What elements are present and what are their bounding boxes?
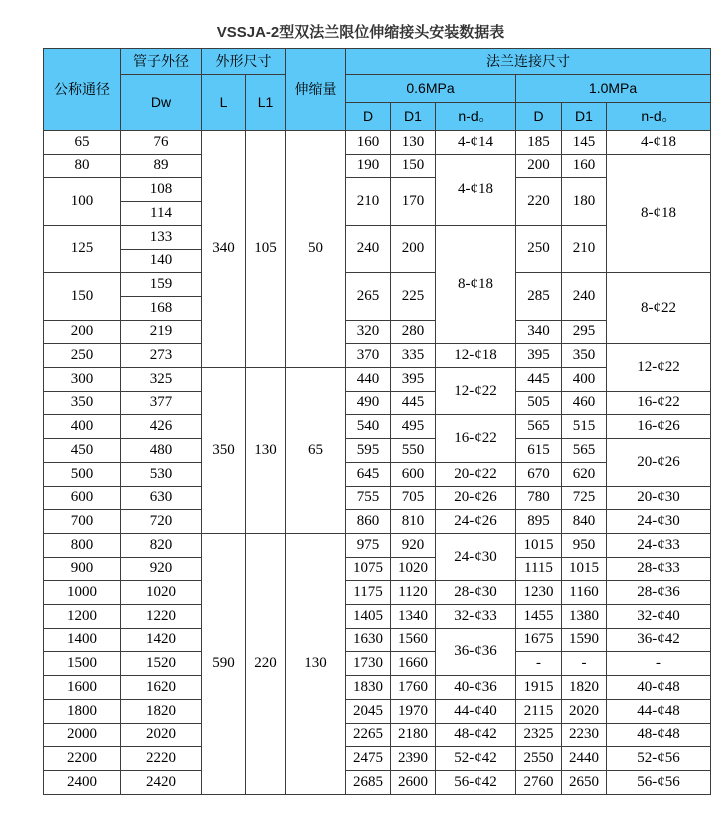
table-cell: 2685 (346, 770, 391, 794)
table-cell: 200 (44, 320, 121, 344)
table-cell: 250 (516, 225, 562, 272)
table-cell: - (607, 652, 711, 676)
table-cell: 720 (121, 510, 202, 534)
table-cell: 1380 (562, 605, 607, 629)
table-cell: 800 (44, 533, 121, 557)
table-cell: 450 (44, 439, 121, 463)
table-cell: 600 (391, 462, 436, 486)
table-cell: 52-¢42 (436, 747, 516, 771)
table-cell: 160 (346, 131, 391, 155)
table-cell: 48-¢42 (436, 723, 516, 747)
table-cell: 80 (44, 154, 121, 178)
table-cell: 920 (391, 533, 436, 557)
table-cell: 52-¢56 (607, 747, 711, 771)
table-cell: 133 (121, 225, 202, 249)
page-title: VSSJA-2型双法兰限位伸缩接头安装数据表 (216, 24, 505, 41)
table-cell: 16-¢22 (436, 415, 516, 462)
table-cell: 1020 (391, 557, 436, 581)
table-cell: 240 (562, 273, 607, 320)
table-cell: 550 (391, 439, 436, 463)
header-row-1 (44, 49, 711, 75)
table-cell: 24-¢33 (607, 533, 711, 557)
table-row (44, 510, 711, 534)
table-cell: 28-¢30 (436, 581, 516, 605)
table-cell: 65 (286, 368, 346, 534)
table-cell: 335 (391, 344, 436, 368)
table-cell: 495 (391, 415, 436, 439)
table-cell: 20-¢22 (436, 462, 516, 486)
table-row (44, 557, 711, 581)
table-cell: 1340 (391, 605, 436, 629)
table-cell: 445 (516, 368, 562, 392)
table-cell: 565 (516, 415, 562, 439)
table-cell: 44-¢48 (607, 699, 711, 723)
table-cell: 565 (562, 439, 607, 463)
table-cell: 130 (246, 368, 286, 534)
table-cell: 76 (121, 131, 202, 155)
table-cell: 185 (516, 131, 562, 155)
table-row (44, 439, 711, 463)
table-cell: 2440 (562, 747, 607, 771)
table-cell: 1075 (346, 557, 391, 581)
spec-table (43, 48, 711, 795)
table-cell: 1500 (44, 652, 121, 676)
table-cell: 1620 (121, 676, 202, 700)
table-cell: 2760 (516, 770, 562, 794)
table-cell: 1820 (121, 699, 202, 723)
table-cell: 20-¢26 (607, 439, 711, 486)
table-cell: 1830 (346, 676, 391, 700)
table-cell: 2180 (391, 723, 436, 747)
table-cell: 16-¢26 (607, 415, 711, 439)
table-cell: 50 (286, 131, 346, 368)
table-cell: 2020 (562, 699, 607, 723)
table-row (44, 723, 711, 747)
table-cell: 12-¢18 (436, 344, 516, 368)
table-cell: 200 (516, 154, 562, 178)
table-row (44, 699, 711, 723)
table-row (44, 628, 711, 652)
table-cell: 460 (562, 391, 607, 415)
table-cell: 140 (121, 249, 202, 273)
table-cell: 265 (346, 273, 391, 320)
table-cell: 20-¢30 (607, 486, 711, 510)
table-cell: 426 (121, 415, 202, 439)
table-cell: 28-¢33 (607, 557, 711, 581)
table-cell: 170 (391, 178, 436, 225)
table-row (44, 154, 711, 178)
table-cell: 32-¢33 (436, 605, 516, 629)
table-cell: - (516, 652, 562, 676)
table-cell: 1675 (516, 628, 562, 652)
table-row (44, 486, 711, 510)
header-nominal-diameter: 公称通径 (44, 49, 121, 131)
table-cell: 2475 (346, 747, 391, 771)
table-row (44, 605, 711, 629)
table-cell: 2600 (391, 770, 436, 794)
table-cell: 2115 (516, 699, 562, 723)
table-cell: 2400 (44, 770, 121, 794)
table-cell: 1630 (346, 628, 391, 652)
table-cell: 1420 (121, 628, 202, 652)
table-cell: 44-¢40 (436, 699, 516, 723)
table-row (44, 770, 711, 794)
table-cell: 20-¢26 (436, 486, 516, 510)
table-cell: 1120 (391, 581, 436, 605)
table-cell: 1455 (516, 605, 562, 629)
table-cell: 2020 (121, 723, 202, 747)
table-cell: 1560 (391, 628, 436, 652)
table-cell: 840 (562, 510, 607, 534)
header-10-d: D (516, 103, 562, 131)
header-10-nd: n-d。 (607, 103, 711, 131)
table-cell: 540 (346, 415, 391, 439)
table-cell: 1200 (44, 605, 121, 629)
table-cell: 670 (516, 462, 562, 486)
table-cell: 350 (562, 344, 607, 368)
table-cell: 530 (121, 462, 202, 486)
table-cell: - (562, 652, 607, 676)
table-cell: 285 (516, 273, 562, 320)
table-cell: 350 (44, 391, 121, 415)
table-cell: 1220 (121, 605, 202, 629)
table-cell: 340 (202, 131, 246, 368)
table-cell: 445 (391, 391, 436, 415)
table-cell: 220 (246, 533, 286, 794)
table-cell: 160 (562, 154, 607, 178)
table-cell: 24-¢30 (436, 533, 516, 580)
table-cell: 125 (44, 225, 121, 272)
header-pipe-outer-diameter: 管子外径 (121, 49, 202, 75)
table-cell: 350 (202, 368, 246, 534)
table-cell: 56-¢42 (436, 770, 516, 794)
table-cell: 280 (391, 320, 436, 344)
table-cell: 250 (44, 344, 121, 368)
table-cell: 1590 (562, 628, 607, 652)
table-cell: 105 (246, 131, 286, 368)
table-cell: 895 (516, 510, 562, 534)
table-cell: 1520 (121, 652, 202, 676)
table-cell: 780 (516, 486, 562, 510)
table-body (44, 131, 711, 795)
table-cell: 56-¢56 (607, 770, 711, 794)
table-cell: 620 (562, 462, 607, 486)
header-dw: Dw (121, 75, 202, 131)
header-l: L (202, 75, 246, 131)
table-cell: 130 (286, 533, 346, 794)
header-06-d: D (346, 103, 391, 131)
table-cell: 615 (516, 439, 562, 463)
table-cell: 114 (121, 202, 202, 226)
table-cell: 900 (44, 557, 121, 581)
table-cell: 40-¢36 (436, 676, 516, 700)
table-cell: 190 (346, 154, 391, 178)
table-cell: 273 (121, 344, 202, 368)
table-cell: 1400 (44, 628, 121, 652)
table-cell: 377 (121, 391, 202, 415)
header-flange-connection: 法兰连接尺寸 (346, 49, 711, 75)
table-cell: 2325 (516, 723, 562, 747)
table-cell: 505 (516, 391, 562, 415)
table-cell: 860 (346, 510, 391, 534)
table-cell: 1915 (516, 676, 562, 700)
table-cell: 145 (562, 131, 607, 155)
table-cell: 100 (44, 178, 121, 225)
table-cell: 725 (562, 486, 607, 510)
table-row (44, 581, 711, 605)
table-cell: 168 (121, 296, 202, 320)
table-cell: 24-¢30 (607, 510, 711, 534)
header-06-d1: D1 (391, 103, 436, 131)
table-row (44, 415, 711, 439)
table-row (44, 652, 711, 676)
table-cell: 1800 (44, 699, 121, 723)
table-cell: 2550 (516, 747, 562, 771)
table-cell: 1970 (391, 699, 436, 723)
table-row (44, 747, 711, 771)
table-cell: 395 (516, 344, 562, 368)
table-row (44, 676, 711, 700)
table-row (44, 391, 711, 415)
table-cell: 32-¢40 (607, 605, 711, 629)
table-cell: 1730 (346, 652, 391, 676)
table-cell: 395 (391, 368, 436, 392)
table-cell: 130 (391, 131, 436, 155)
table-row (44, 273, 711, 297)
table-cell: 1230 (516, 581, 562, 605)
table-cell: 950 (562, 533, 607, 557)
table-cell: 295 (562, 320, 607, 344)
table-cell: 590 (202, 533, 246, 794)
table-cell: 515 (562, 415, 607, 439)
table-cell: 2200 (44, 747, 121, 771)
table-cell: 225 (391, 273, 436, 320)
table-cell: 150 (44, 273, 121, 320)
table-cell: 1760 (391, 676, 436, 700)
table-cell: 645 (346, 462, 391, 486)
table-cell: 2265 (346, 723, 391, 747)
table-cell: 210 (346, 178, 391, 225)
table-cell: 595 (346, 439, 391, 463)
header-expansion-amount: 伸缩量 (286, 49, 346, 131)
table-cell: 600 (44, 486, 121, 510)
table-cell: 4-¢14 (436, 131, 516, 155)
table-cell: 180 (562, 178, 607, 225)
table-cell: 219 (121, 320, 202, 344)
table-cell: 1175 (346, 581, 391, 605)
table-row (44, 131, 711, 155)
table-cell: 1660 (391, 652, 436, 676)
table-cell: 300 (44, 368, 121, 392)
table-cell: 325 (121, 368, 202, 392)
table-cell: 1600 (44, 676, 121, 700)
table-cell: 8-¢18 (607, 154, 711, 273)
table-cell: 36-¢36 (436, 628, 516, 675)
table-cell: 2230 (562, 723, 607, 747)
table-row (44, 344, 711, 368)
table-cell: 500 (44, 462, 121, 486)
table-cell: 36-¢42 (607, 628, 711, 652)
table-cell: 755 (346, 486, 391, 510)
table-cell: 210 (562, 225, 607, 272)
table-cell: 2650 (562, 770, 607, 794)
table-cell: 1015 (516, 533, 562, 557)
table-cell: 159 (121, 273, 202, 297)
header-l1: L1 (246, 75, 286, 131)
header-06-nd: n-d。 (436, 103, 516, 131)
table-cell: 1160 (562, 581, 607, 605)
table-cell: 89 (121, 154, 202, 178)
table-cell: 630 (121, 486, 202, 510)
table-cell: 400 (44, 415, 121, 439)
table-cell: 12-¢22 (607, 344, 711, 391)
table-cell: 920 (121, 557, 202, 581)
header-10-d1: D1 (562, 103, 607, 131)
table-cell: 1115 (516, 557, 562, 581)
table-cell: 2000 (44, 723, 121, 747)
table-cell: 28-¢36 (607, 581, 711, 605)
table-cell: 340 (516, 320, 562, 344)
table-cell: 370 (346, 344, 391, 368)
table-cell: 4-¢18 (607, 131, 711, 155)
table-cell: 65 (44, 131, 121, 155)
table-cell: 150 (391, 154, 436, 178)
table-cell: 2220 (121, 747, 202, 771)
table-cell: 108 (121, 178, 202, 202)
table-cell: 2045 (346, 699, 391, 723)
table-cell: 2420 (121, 770, 202, 794)
table-header (44, 49, 711, 131)
table-cell: 8-¢18 (436, 225, 516, 344)
table-cell: 1015 (562, 557, 607, 581)
table-cell: 200 (391, 225, 436, 272)
table-cell: 1405 (346, 605, 391, 629)
table-cell: 220 (516, 178, 562, 225)
table-cell: 975 (346, 533, 391, 557)
header-pressure-10mpa: 1.0MPa (516, 75, 711, 103)
table-cell: 320 (346, 320, 391, 344)
table-cell: 12-¢22 (436, 368, 516, 415)
table-cell: 2390 (391, 747, 436, 771)
table-cell: 1000 (44, 581, 121, 605)
header-pressure-06mpa: 0.6MPa (346, 75, 516, 103)
table-row (44, 533, 711, 557)
header-outline-dimensions: 外形尺寸 (202, 49, 286, 75)
table-cell: 240 (346, 225, 391, 272)
table-cell: 4-¢18 (436, 154, 516, 225)
table-cell: 24-¢26 (436, 510, 516, 534)
table-cell: 700 (44, 510, 121, 534)
table-cell: 705 (391, 486, 436, 510)
table-cell: 16-¢22 (607, 391, 711, 415)
table-cell: 8-¢22 (607, 273, 711, 344)
table-cell: 48-¢48 (607, 723, 711, 747)
table-cell: 40-¢48 (607, 676, 711, 700)
table-cell: 400 (562, 368, 607, 392)
table-cell: 810 (391, 510, 436, 534)
table-cell: 480 (121, 439, 202, 463)
header-row-2 (44, 75, 711, 103)
table-cell: 1820 (562, 676, 607, 700)
table-cell: 490 (346, 391, 391, 415)
table-cell: 440 (346, 368, 391, 392)
table-cell: 820 (121, 533, 202, 557)
table-cell: 1020 (121, 581, 202, 605)
